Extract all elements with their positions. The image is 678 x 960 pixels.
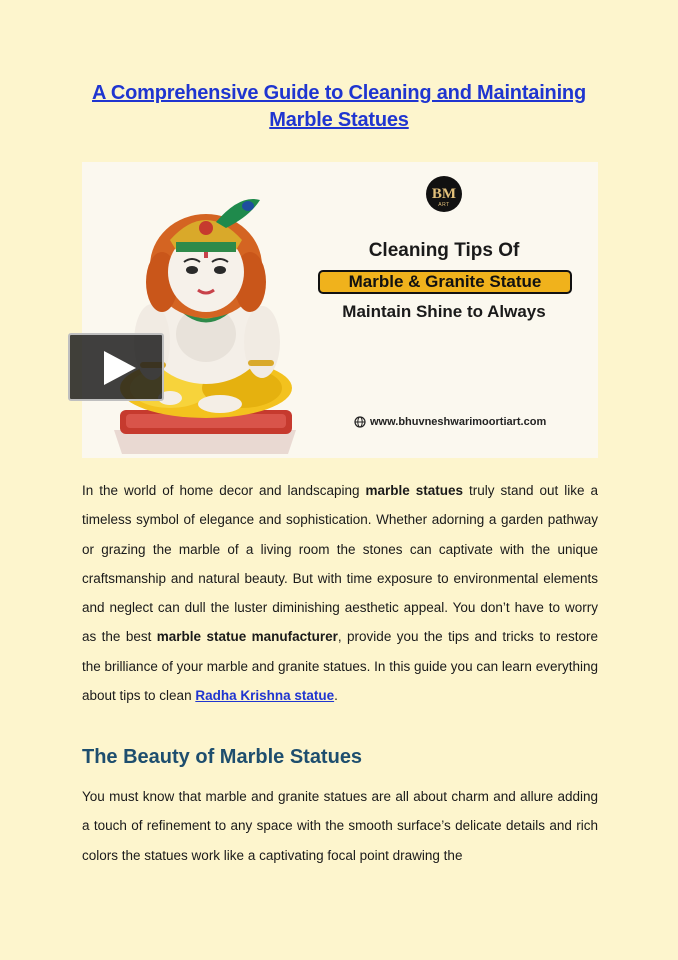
banner-website-text: www.bhuvneshwarimoortiart.com <box>370 416 547 428</box>
video-play-button[interactable] <box>68 333 164 401</box>
krishna-statue-illustration <box>100 192 310 454</box>
radha-krishna-statue-link[interactable]: Radha Krishna statue <box>195 688 335 704</box>
brand-logo-sub: ART <box>438 202 450 208</box>
play-icon <box>100 349 138 387</box>
section-heading: The Beauty of Marble Statues <box>82 746 363 768</box>
beauty-paragraph: You must know that marble and granite statues are all about charm and allure adding a touch of refinement to any space with the smooth surface’s delicate details and rich colors the statues work like a captivating focal point drawing the <box>82 789 598 863</box>
banner-image <box>82 162 598 458</box>
intro-paragraph <box>82 476 598 710</box>
banner-heading-line1: Cleaning Tips Of <box>368 240 520 261</box>
intro-bold-marble-statues: marble statues <box>365 483 464 498</box>
brand-logo: BM <box>426 176 462 212</box>
intro-text-1: In the world of home decor and landscaping <box>82 483 366 498</box>
intro-text-4: . <box>334 688 338 704</box>
document-title-link[interactable]: A Comprehensive Guide to Cleaning and Maintaining Marble Statues <box>92 82 586 131</box>
banner-heading-line3: Maintain Shine to Always <box>342 302 546 321</box>
intro-text-2: truly stand out like a timeless symbol of elegance and sophistication. Whether adorning a garden pathway or grazing the marble of a living room the stones can captivate with the unique craftsmanship and natural beauty. But with time exposure to environmental elements and neglect can dull the luster diminishing aesthetic appeal. You don’t have to worry as the best <box>82 483 598 645</box>
intro-bold-manufacturer: marble statue manufacturer <box>156 629 338 645</box>
banner-website <box>354 416 546 428</box>
intro-text-3: , provide you the tips and tricks to restore the brilliance of your marble and granite statues. In this guide you can learn everything about tips to clean <box>82 629 599 704</box>
globe-icon <box>354 416 366 428</box>
banner-heading-highlight: Marble & Granite Statue <box>318 270 572 294</box>
